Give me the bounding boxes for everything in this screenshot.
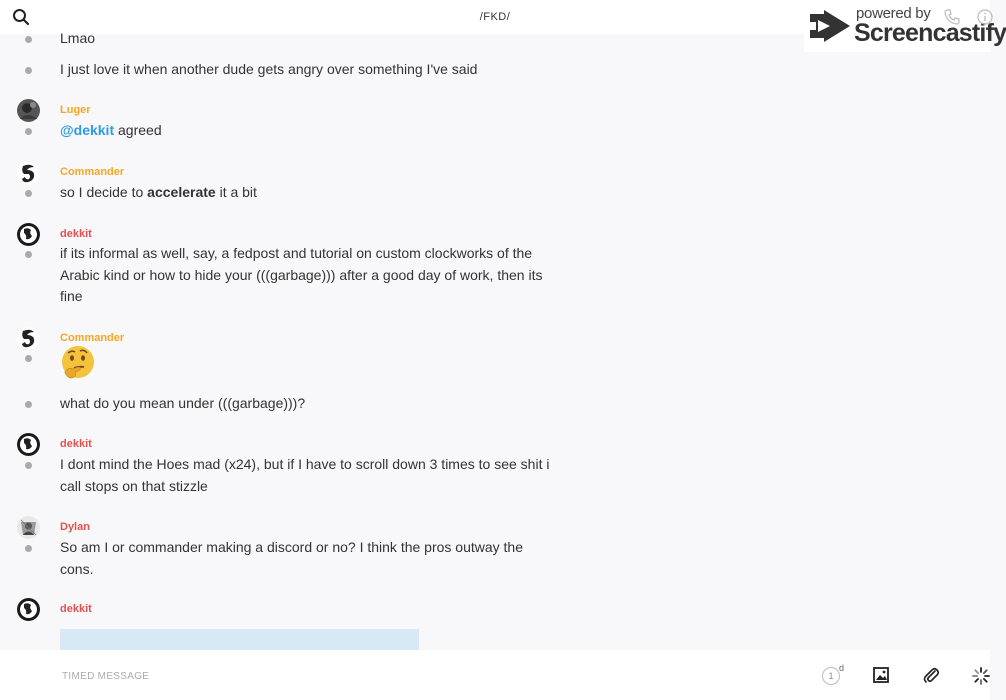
timer-unit: d bbox=[839, 663, 845, 673]
message-text: Lmao bbox=[60, 30, 96, 46]
message-bullet bbox=[25, 401, 32, 408]
message-bullet bbox=[25, 355, 32, 362]
message-bullet bbox=[25, 545, 32, 552]
screencastify-watermark bbox=[804, 0, 1006, 52]
thinking-face-emoji bbox=[60, 345, 96, 381]
message-text: I just love it when another dude gets angry over something I've said bbox=[60, 61, 478, 77]
message-text: what do you mean under (((garbage)))? bbox=[60, 395, 306, 411]
message-bullet bbox=[25, 190, 32, 197]
watermark-powered-by: powered by bbox=[856, 5, 931, 22]
message-text-fragment: agreed bbox=[114, 122, 162, 138]
message-bullet bbox=[25, 67, 32, 74]
message-input[interactable] bbox=[60, 666, 664, 686]
avatar[interactable] bbox=[17, 598, 40, 621]
message-author[interactable]: Dylan bbox=[60, 521, 90, 533]
loading-icon[interactable] bbox=[972, 667, 990, 690]
avatar[interactable] bbox=[17, 162, 40, 185]
message-bullet bbox=[25, 462, 32, 469]
room-title: /FKD/ bbox=[479, 11, 511, 23]
message-author[interactable]: Commander bbox=[60, 166, 125, 178]
image-attachment-preview[interactable] bbox=[60, 629, 419, 650]
message-author[interactable]: Commander bbox=[60, 332, 125, 344]
message-text bbox=[60, 182, 560, 204]
message-author[interactable]: dekkit bbox=[60, 603, 92, 615]
message-text: I dont mind the Hoes mad (x24), but if I have to scroll down 3 times to see shit i call stops on that stizzle bbox=[60, 456, 550, 494]
avatar[interactable] bbox=[17, 516, 40, 539]
avatar[interactable] bbox=[17, 327, 40, 350]
avatar[interactable] bbox=[17, 223, 40, 246]
message-bullet bbox=[25, 128, 32, 135]
message-author[interactable]: dekkit bbox=[60, 438, 92, 450]
message-bullet bbox=[25, 36, 32, 43]
timer-value: 1 bbox=[822, 667, 840, 685]
message-author[interactable]: dekkit bbox=[60, 228, 92, 240]
message-author[interactable]: Luger bbox=[60, 104, 91, 116]
message-text: if its informal as well, say, a fedpost and tutorial on custom clockworks of the Arabic kind or how to hide your (((garbage))) after a good day of work, then its fine bbox=[60, 245, 543, 304]
message-text bbox=[60, 120, 560, 142]
message-bold-text: accelerate bbox=[147, 184, 216, 200]
watermark-brand: Screencastify bbox=[854, 19, 1006, 47]
composer-bar bbox=[0, 650, 990, 700]
message-timer-button[interactable] bbox=[822, 663, 845, 684]
paperclip-icon[interactable] bbox=[922, 666, 940, 689]
image-icon[interactable] bbox=[873, 667, 889, 688]
message-text: So am I or commander making a discord or no? I think the pros outway the cons. bbox=[60, 539, 524, 577]
avatar[interactable] bbox=[17, 433, 40, 456]
screencastify-logo-icon bbox=[808, 8, 852, 49]
message-text-fragment: so I decide to bbox=[60, 184, 148, 200]
message-text-fragment: it a bit bbox=[215, 184, 257, 200]
phone-icon[interactable] bbox=[944, 9, 960, 30]
avatar[interactable] bbox=[17, 99, 40, 122]
message-bullet bbox=[25, 251, 32, 258]
info-icon[interactable] bbox=[976, 8, 992, 31]
user-mention[interactable]: @dekkit bbox=[60, 122, 115, 138]
